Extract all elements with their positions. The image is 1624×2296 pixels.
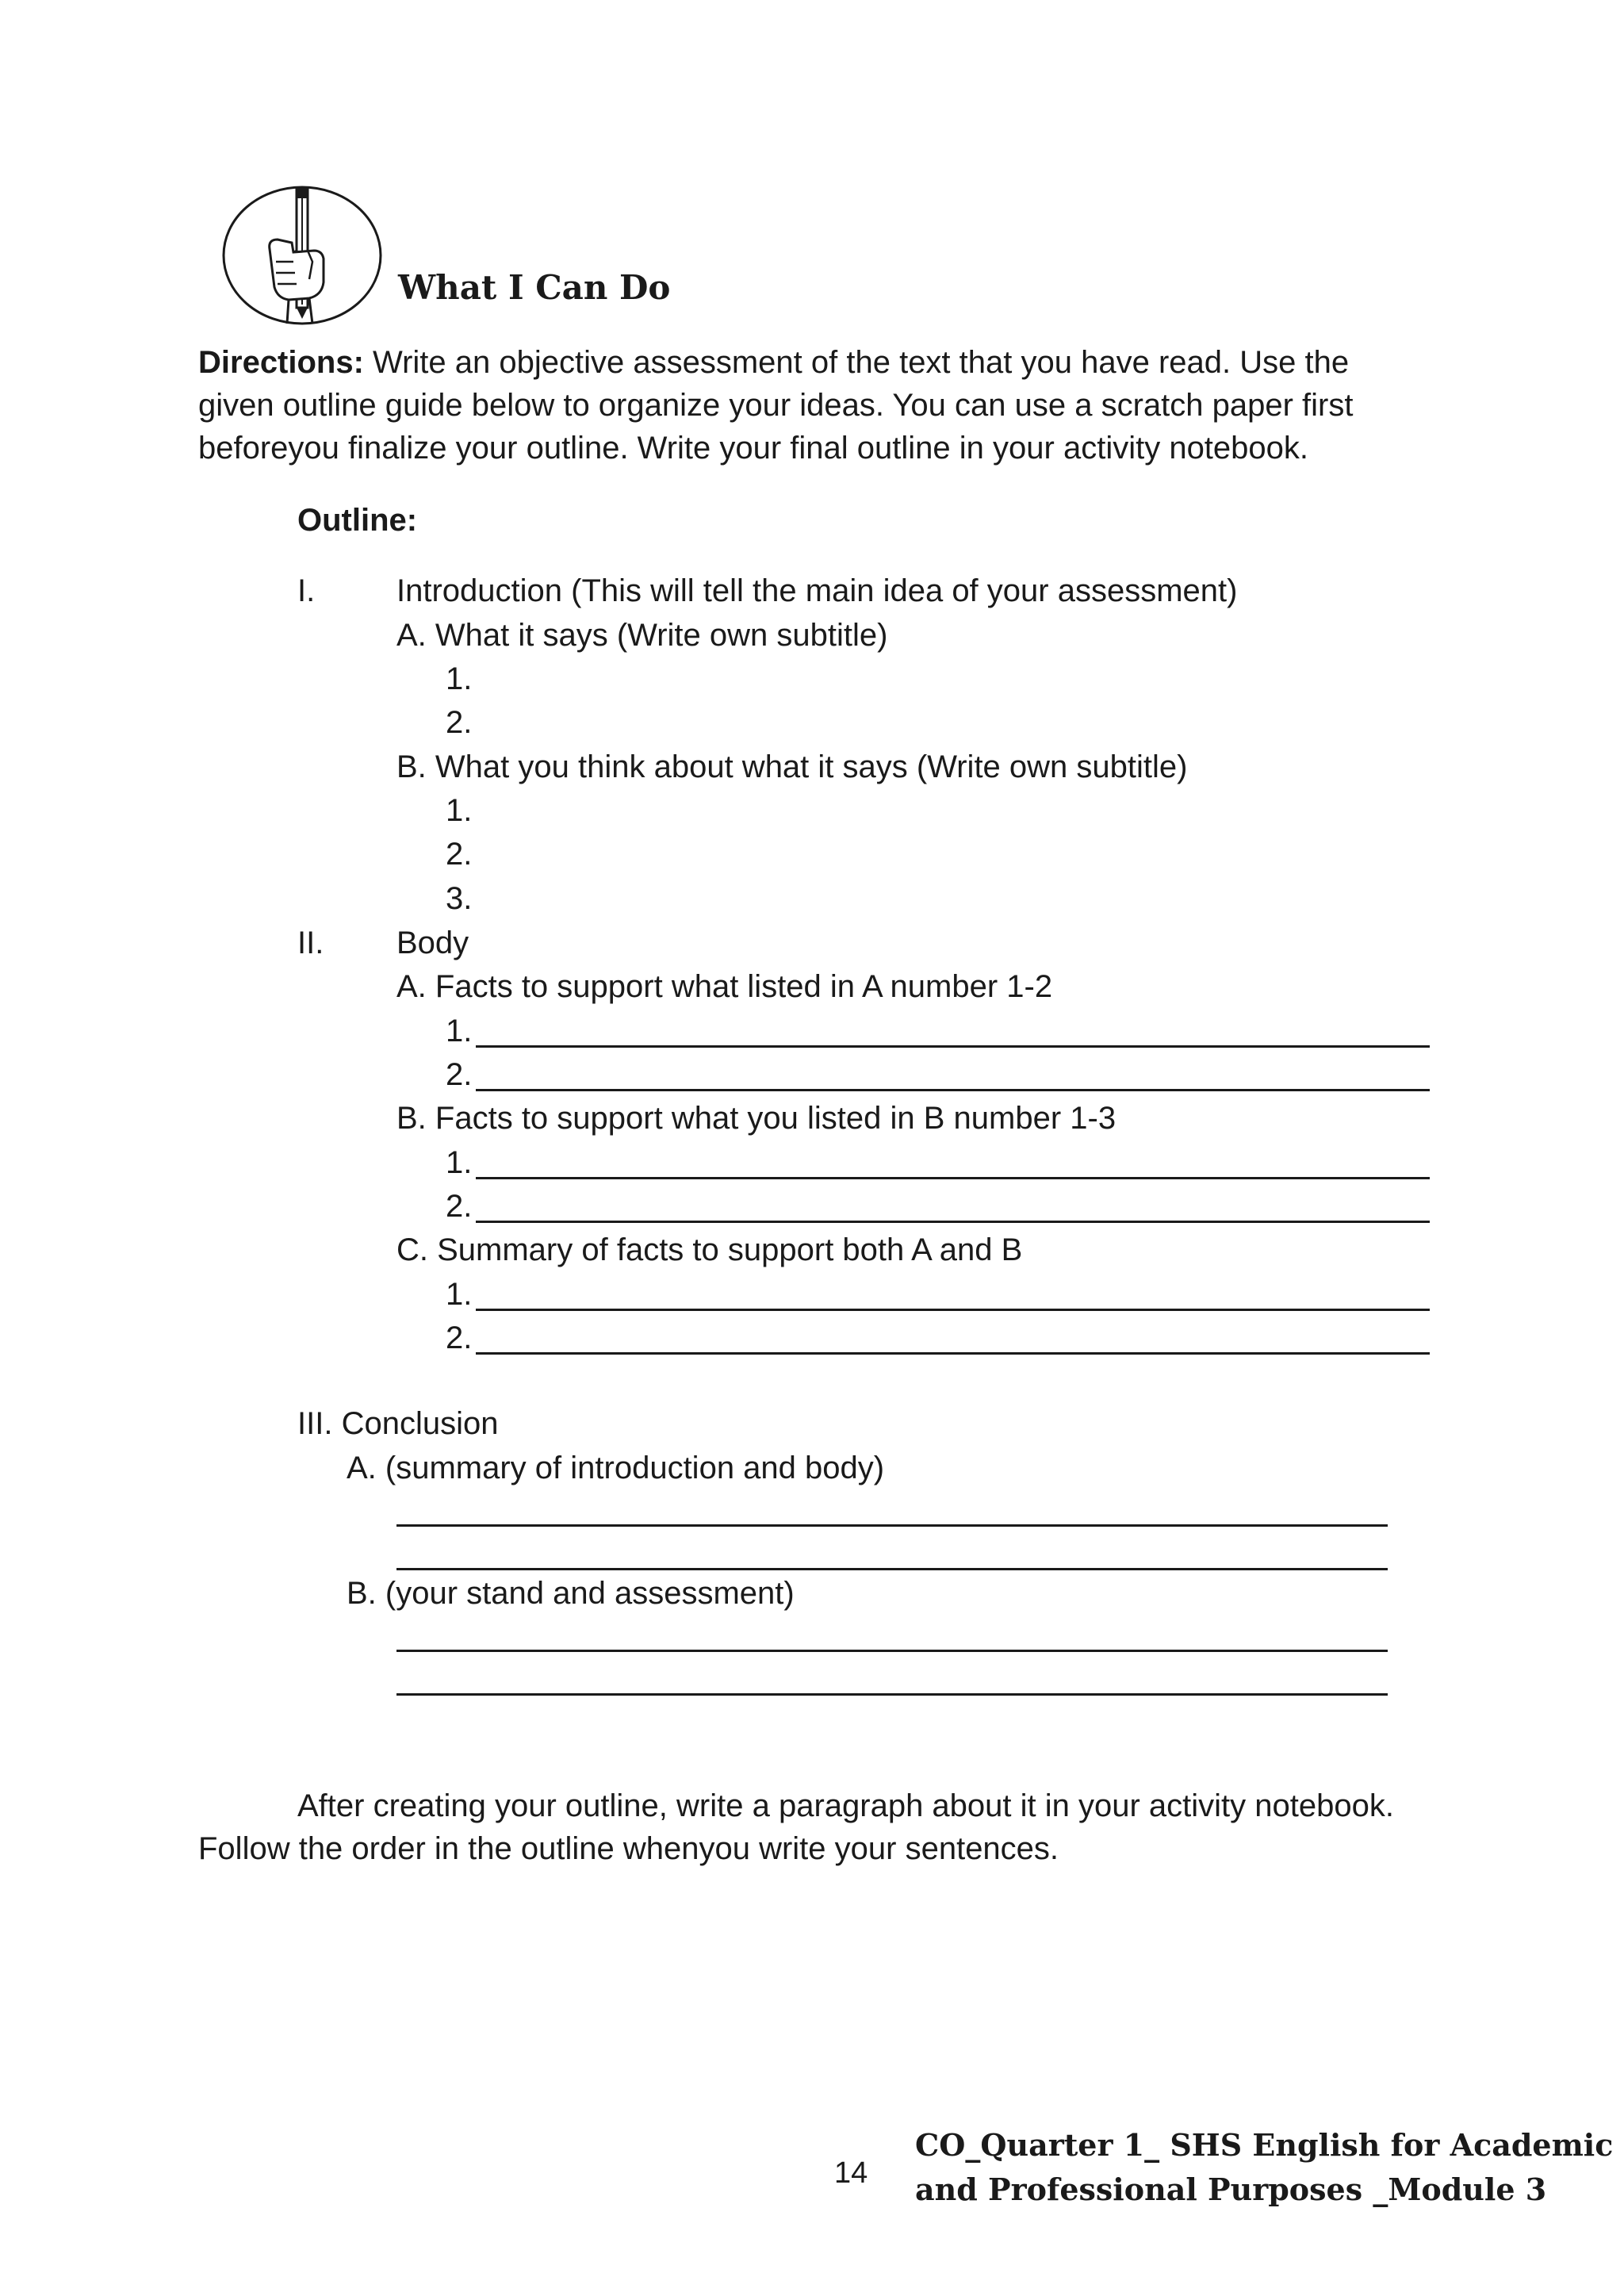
outline-ii-b-item: 2. [446, 1189, 473, 1224]
directions-line-2: given outline guide below to organize your ideas. You can use a scratch paper first [198, 388, 1354, 423]
outline-i-b: B. What you think about what it says (Write own subtitle) [396, 749, 1188, 784]
outline-label: Outline: [297, 503, 418, 538]
answer-line[interactable] [476, 1309, 1430, 1311]
answer-line[interactable] [396, 1650, 1388, 1652]
outline-ii-number: II. [297, 926, 324, 960]
answer-line[interactable] [476, 1177, 1430, 1179]
outline-ii-a: A. Facts to support what listed in A number 1-2 [396, 969, 1053, 1004]
outline-i-a: A. What it says (Write own subtitle) [396, 618, 888, 653]
directions-label: Directions: [198, 345, 364, 380]
outline-i-a-item: 2. [446, 705, 473, 740]
directions-line-1 [198, 341, 1349, 384]
answer-line[interactable] [476, 1221, 1430, 1223]
outline-iii-a: A. (summary of introduction and body) [347, 1451, 885, 1485]
outline-i-b-item: 1. [446, 793, 473, 828]
outline-ii-title: Body [396, 926, 469, 960]
outline-i-b-item: 3. [446, 881, 473, 916]
answer-line[interactable] [396, 1693, 1388, 1696]
outline-i-number: I. [297, 573, 316, 608]
outline-ii-c: C. Summary of facts to support both A and B [396, 1232, 1023, 1267]
answer-line[interactable] [396, 1568, 1388, 1570]
outline-iii-b: B. (your stand and assessment) [347, 1576, 795, 1611]
section-heading: What I Can Do [398, 268, 671, 307]
footer-title-line-2: and Professional Purposes _Module 3 [915, 2171, 1547, 2207]
closing-line-1: After creating your outline, write a paragraph about it in your activity notebook. [297, 1788, 1394, 1823]
outline-i-title: Introduction (This will tell the main idea of your assessment) [396, 573, 1238, 608]
outline-ii-a-item: 1. [446, 1014, 473, 1048]
answer-line[interactable] [476, 1045, 1430, 1048]
hand-holding-pencil-icon [220, 184, 384, 327]
page-number: 14 [834, 2156, 868, 2190]
outline-iii-title: III. Conclusion [297, 1406, 499, 1441]
outline-i-b-item: 2. [446, 837, 473, 872]
directions-line-3: beforeyou finalize your outline. Write your final outline in your activity notebook. [198, 431, 1309, 466]
outline-ii-a-item: 2. [446, 1057, 473, 1092]
outline-ii-b-item: 1. [446, 1145, 473, 1180]
footer-title-line-1: CO_Quarter 1_ SHS English for Academic [915, 2127, 1614, 2163]
closing-line-2: Follow the order in the outline whenyou write your sentences. [198, 1831, 1059, 1866]
outline-i-a-item: 1. [446, 661, 473, 696]
answer-line[interactable] [396, 1524, 1388, 1527]
outline-ii-c-item: 2. [446, 1320, 473, 1355]
outline-ii-b: B. Facts to support what you listed in B number 1-3 [396, 1101, 1116, 1136]
directions-text-1: Write an objective assessment of the text that you have read. Use the [363, 345, 1350, 380]
answer-line[interactable] [476, 1352, 1430, 1355]
answer-line[interactable] [476, 1089, 1430, 1091]
outline-ii-c-item: 1. [446, 1277, 473, 1312]
